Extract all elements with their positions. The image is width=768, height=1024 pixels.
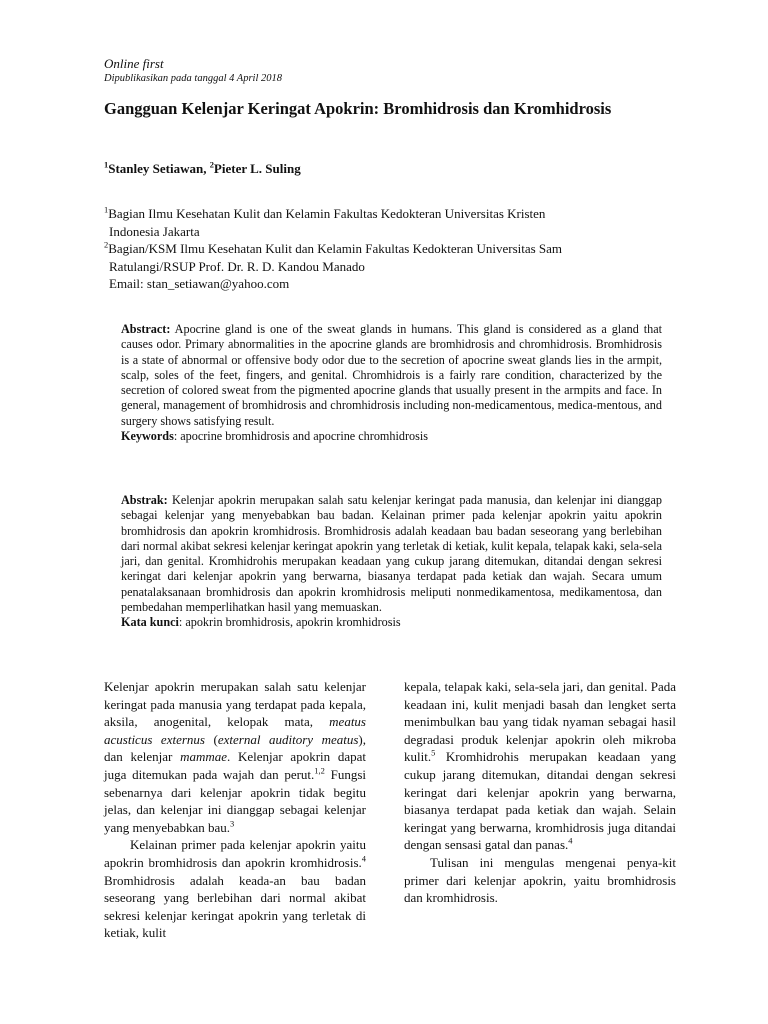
keywords-label: Keywords — [121, 429, 174, 444]
text-run: Kromhidrohis merupakan keadaan yang cukup jarang ditemukan, ditandai dengan sekresi keringat dari kelenjar apokrin yang berwarna, biasanya terdapat pada ketiak dan wajah. Selain keringat yang berwarna, kromhidrosis juga ditandai dengan sensasi gatal dan panas. — [404, 749, 676, 853]
citation-marker: 1,2 — [314, 765, 325, 776]
citation-marker: 4 — [568, 836, 573, 847]
text-run: ( — [204, 731, 218, 747]
citation-marker: 3 — [229, 818, 235, 829]
author-list — [104, 161, 301, 177]
abstract-english-body — [121, 322, 662, 429]
keywords-text: : apocrine bromhidrosis and apocrine chromhidrosis — [173, 429, 428, 444]
citation-marker: 4 — [361, 853, 366, 864]
author-email: Email: stan_setiawan@yahoo.com — [109, 276, 290, 291]
text-run: Bromhidrosis adalah keada-an bau badan seseorang yang berlebihan dari normal akibat sekresi kelenjar keringat apokrin yang terletak di ketiak, kulit — [104, 872, 366, 941]
kata-kunci-text: : apokrin bromhidrosis, apokrin kromhidrosis — [178, 615, 401, 630]
abstrak-label: Abstrak: — [121, 493, 168, 507]
abstract-indonesian — [121, 493, 662, 631]
text-run: ), dan kelenjar — [104, 731, 366, 765]
affiliation-2-marker: 2 — [104, 239, 109, 250]
kata-kunci-line — [121, 615, 662, 630]
italic-term: meatus acusticus externus — [104, 714, 366, 747]
italic-term: mammae — [180, 749, 227, 765]
keywords-line — [121, 429, 662, 444]
italic-term: external auditory meatus — [217, 731, 359, 747]
affiliation-1-line-2: Indonesia Jakarta — [109, 223, 200, 239]
affiliation-1 — [104, 205, 664, 223]
online-first-label: Online first — [104, 56, 164, 71]
abstrak-body — [121, 493, 662, 615]
body-paragraph-2 — [104, 836, 366, 942]
text-run: . Kelenjar apokrin dapat juga ditemukan pada wajah dan perut. — [104, 749, 366, 782]
kata-kunci-label: Kata kunci — [121, 615, 179, 630]
citation-marker: 5 — [431, 748, 436, 759]
affiliations — [104, 205, 664, 293]
affiliation-1-marker: 1 — [104, 204, 109, 215]
affiliation-2 — [104, 240, 664, 258]
text-run: Fungsi sebenarnya dari kelenjar apokrin tidak begitu jelas, dan kelenjar ini dianggap sebagai kelenjar yang menyebabkan bau. — [104, 766, 366, 835]
abstrak-text: Kelenjar apokrin merupakan salah satu kelenjar keringat pada manusia, dan kelenjar ini dianggap sebagai kelenjar yang menyebabkan bau badan. Kelainan primer pada kelenjar apokrin yaitu apokrin bromhidrosis dan apokrin kromhidrosis. Bromhidrosis adalah keadaan bau badan seseorang yang berlebihan dari normal akibat sekresi kelenjar keringat apokrin yang terletak di ketiak, kulit kepala, telapak kaki, sela-sela jari, dan genital. Kromhidrohis merupakan keadaan yang cukup jarang ditemukan, ditandai dengan sekresi keringat dari kelenjar apokrin yang berwarna, biasanya terdapat pada ketiak dan wajah. Secara umum penatalaksanaan bromhidrosis dan apokrin kromhidrosis meliputi nonmedikamentosa, medikamentosa, dan pembedahan memperlihatkan hasil yang memuaskan. — [121, 493, 662, 615]
author-1-affil-marker: 1 — [104, 159, 109, 170]
abstract-text: Apocrine gland is one of the sweat glands in humans. This gland is considered as a gland that causes odor. Primary abnormalities in the apocrine glands are bromhidrosis and chromhidrosis. Bromhidrosis is a state of abnormal or offensive body odor due to the secretion of apocrine sweat glands lies in the armpit, scalp, soles of the feet, fingers, and genital. Chromhidrois is a fairly rare condition, characterized by the secretion of colored sweat from the pigmented apocrine glands that usually present in the armpits and face. In general, management of bromhidrosis and chromhidrosis including non-medicamentous, medica-mentous, and surgery shows satisfying result. — [121, 322, 662, 428]
text-run: Kelenjar apokrin merupakan salah satu kelenjar keringat pada manusia yang terdapat pada kepala, aksila, anogenital, kelopak mata, — [104, 679, 366, 730]
affiliation-2-line-2: Ratulangi/RSUP Prof. Dr. R. D. Kandou Manado — [109, 258, 365, 274]
text-run: kepala, telapak kaki, sela-sela jari, dan genital. Pada keadaan ini, kulit menjadi basah dan lengket serta menimbulkan bau yang tidak nyaman sebagai hasil degradasi produk kelenjar apokrin oleh mikroba kulit. — [404, 679, 676, 765]
author-2-name: Pieter L. Suling — [213, 161, 301, 176]
publication-date: Dipublikasikan pada tanggal 4 April 2018 — [104, 73, 283, 84]
text-run: Kelainan primer pada kelenjar apokrin yaitu apokrin bromhidrosis dan apokrin kromhidrosis. — [104, 837, 366, 870]
body-paragraph-1 — [104, 678, 366, 836]
author-1-name: Stanley Setiawan, — [108, 161, 210, 176]
body-paragraph-3 — [404, 678, 676, 854]
abstract-english — [121, 322, 662, 444]
affiliation-2-line-1: Bagian/KSM Ilmu Kesehatan Kulit dan Kelamin Fakultas Kedokteran Universitas Sam — [108, 241, 563, 256]
affiliation-1-line-1: Bagian Ilmu Kesehatan Kulit dan Kelamin Fakultas Kedokteran Universitas Kristen — [108, 206, 546, 221]
article-title: Gangguan Kelenjar Keringat Apokrin: Bromhidrosis dan Kromhidrosis — [104, 99, 612, 118]
author-2-affil-marker: 2 — [209, 159, 214, 170]
body-column-left — [104, 678, 366, 942]
abstract-label: Abstract: — [121, 322, 171, 336]
body-paragraph-4: Tulisan ini mengulas mengenai penya-kit primer dari kelenjar apokrin, yaitu bromhidrosis dan kromhidrosis. — [404, 854, 676, 906]
body-column-right — [404, 678, 676, 907]
